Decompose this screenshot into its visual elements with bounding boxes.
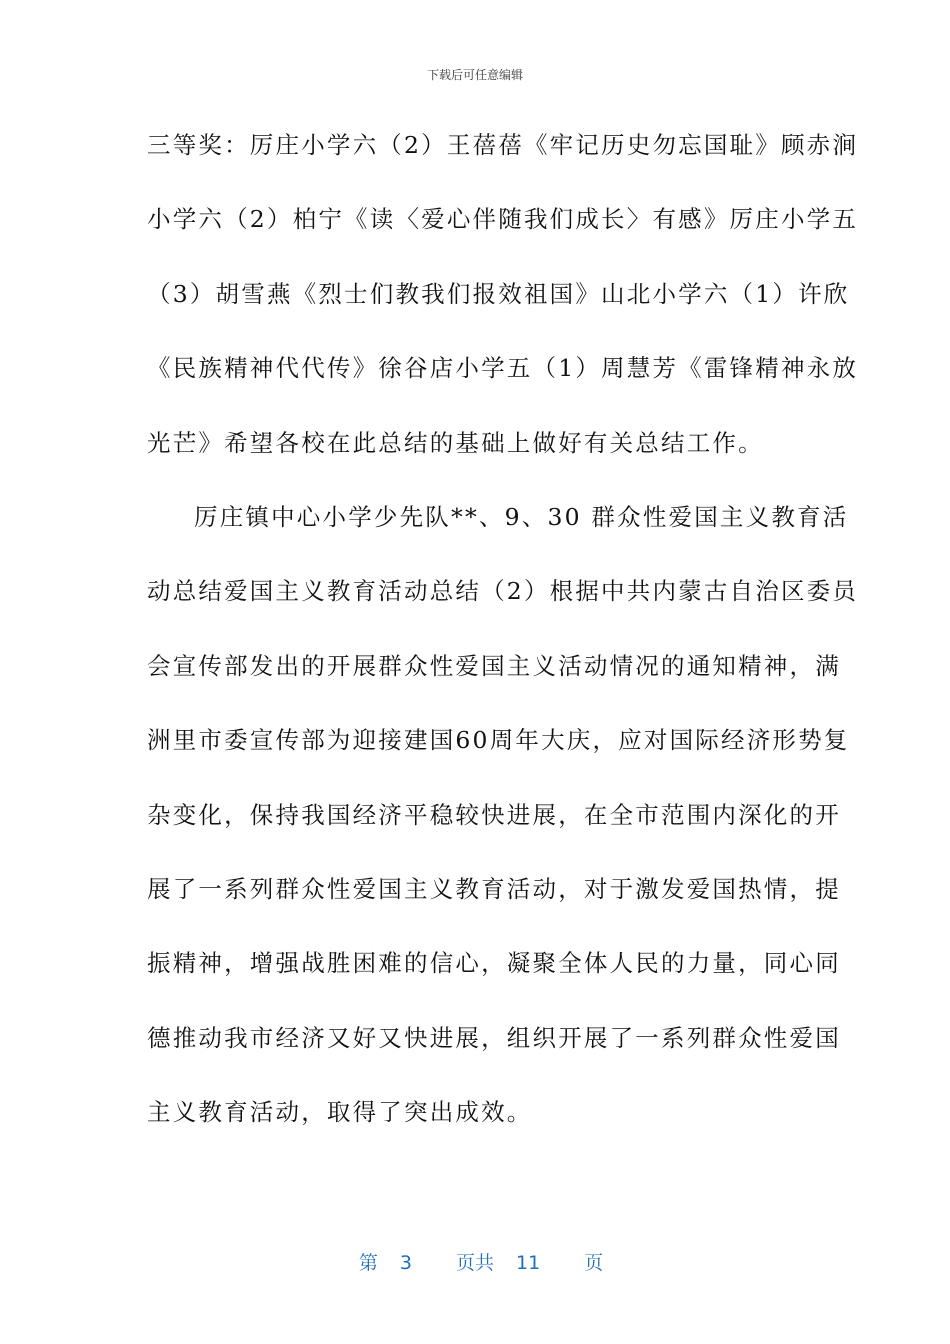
paragraph-line: 杂变化，保持我国经济平稳较快进展，在全市范围内深化的开 xyxy=(147,800,841,829)
paragraph-line: 主义教育活动，取得了突出成效。 xyxy=(147,1098,533,1127)
paragraph-line: 光芒》希望各校在此总结的基础上做好有关总结工作。 xyxy=(147,428,764,457)
paragraph-line: 会宣传部发出的开展群众性爱国主义活动情况的通知精神，满 xyxy=(147,651,841,680)
paragraph-line: 厉庄镇中心小学少先队**、9、30 群众性爱国主义教育活 xyxy=(194,502,849,531)
paragraph-line: 展了一系列群众性爱国主义教育活动，对于激发爱国热情，提 xyxy=(147,874,841,903)
page-total: 11 xyxy=(516,1252,541,1274)
paragraph-line: 《民族精神代代传》徐谷店小学五（1）周慧芳《雷锋精神永放 xyxy=(147,354,859,383)
footer-suffix: 页 xyxy=(584,1252,604,1274)
page-number: 3 xyxy=(399,1252,412,1274)
document-body xyxy=(147,118,859,1159)
paragraph-line: （3）胡雪燕《烈士们教我们报效祖国》山北小学六（1）许欣 xyxy=(147,279,850,308)
paragraph-line: 德推动我市经济又好又快进展，组织开展了一系列群众性爱国 xyxy=(147,1023,841,1052)
paragraph-line: 三等奖：厉庄小学六（2）王蓓蓓《牢记历史勿忘国耻》顾赤涧 xyxy=(147,131,859,159)
footer-middle: 页共 xyxy=(455,1252,494,1274)
page-header: 下载后可任意编辑 xyxy=(426,68,523,82)
paragraph-line: 小学六（2）柏宁《读〈爱心伴随我们成长〉有感》厉庄小学五 xyxy=(147,205,859,234)
paragraph-line: 洲里市委宣传部为迎接建国60周年大庆，应对国际经济形势复 xyxy=(147,726,850,755)
page-footer xyxy=(0,1226,950,1275)
paragraph-line: 振精神，增强战胜困难的信心，凝聚全体人民的力量，同心同 xyxy=(147,949,841,978)
footer-prefix: 第 xyxy=(358,1252,378,1274)
paragraph-line: 动总结爱国主义教育活动总结（2）根据中共内蒙古自治区委员 xyxy=(147,577,859,606)
